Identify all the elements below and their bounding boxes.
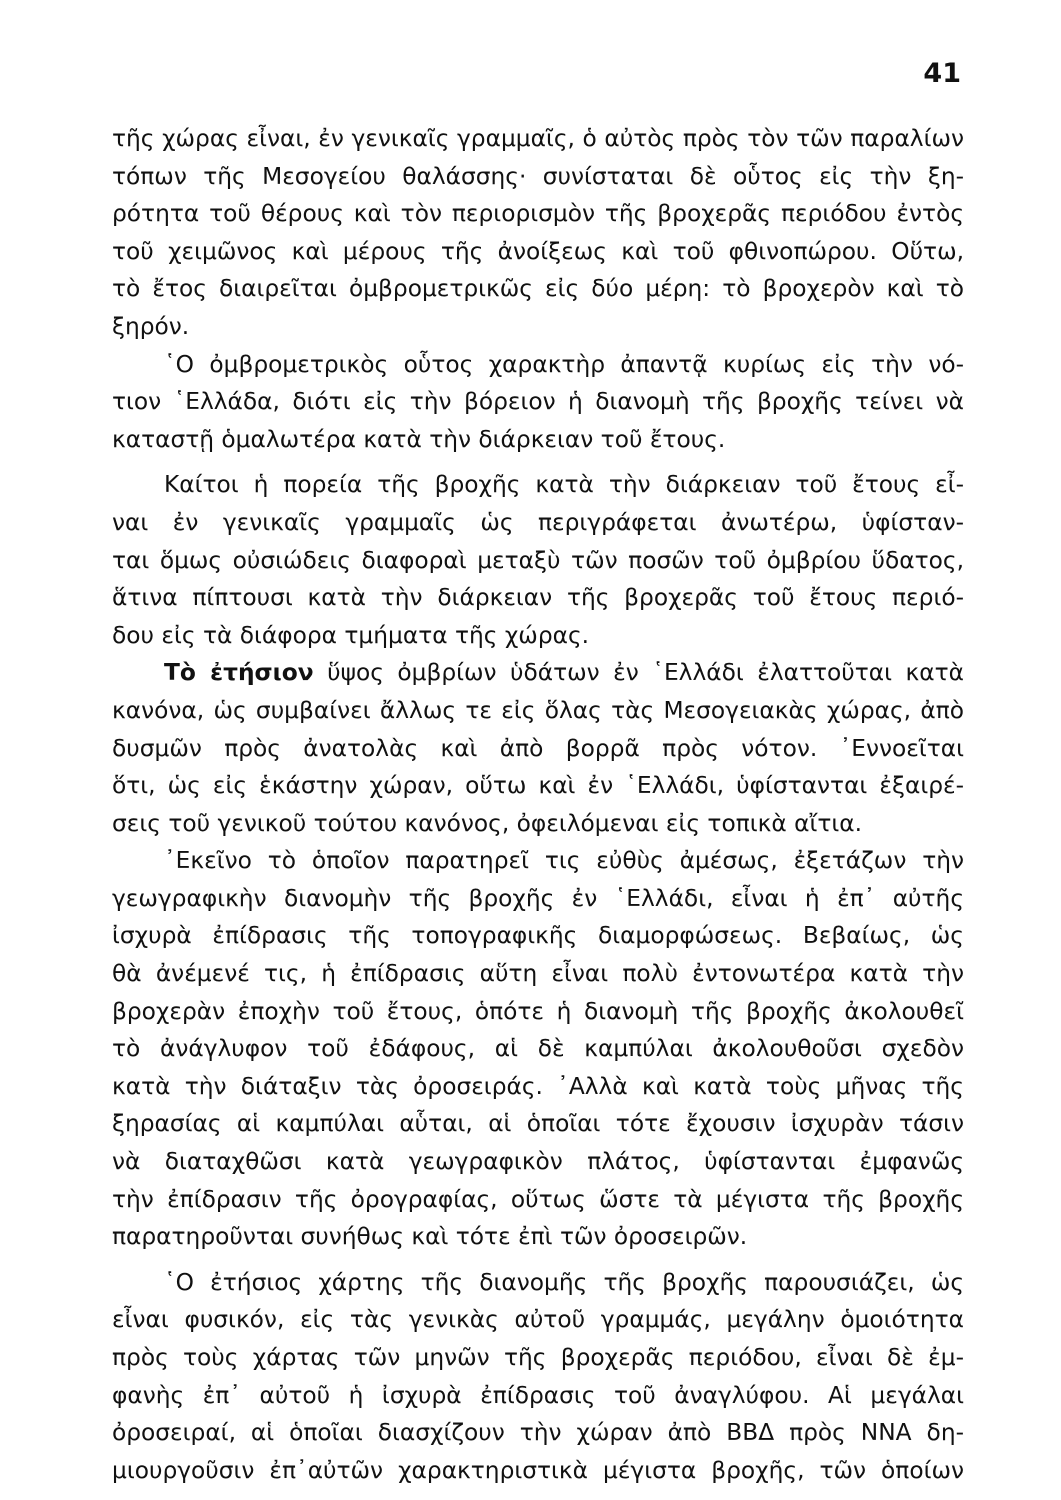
paragraph-gap [112,458,964,466]
text-line: πρὸς τοὺς χάρτας τῶν μηνῶν τῆς βροχερᾶς περιόδου, εἶναι δὲ ἐμ- [112,1344,964,1371]
text-line: γεωγραφικὴν διανομὴν τῆς βροχῆς ἐν ῾Ελλάδι, εἶναι ἡ ἐπ᾿ αὐτῆς [112,884,964,912]
text-line: τὸ ἔτος διαιρεῖται ὀμβρομετρικῶς εἰς δύο μέρη: τὸ βροχερὸν καὶ τὸ [112,275,964,303]
text-line: ξηρασίας αἱ καμπύλαι αὗται, αἱ ὁποῖαι τότε ἔχουσιν ἰσχυρὰν τάσιν [112,1110,964,1138]
text-line: ὀροσειραί, αἱ ὁποῖαι διασχίζουν τὴν χώραν ἀπὸ ΒΒΔ πρὸς ΝΝΑ δη- [112,1419,964,1447]
paragraph-start-line: ᾿Εκεῖνο τὸ ὁποῖον παρατηρεῖ τις εὐθὺς ἀμέσως, ἐξετάζων τὴν [164,847,964,875]
text-segment: ὕψος ὀμβρίων ὑδάτων ἐν ῾Ελλάδι ἐλαττοῦται κατὰ [313,659,964,687]
text-line: σεις τοῦ γενικοῦ τούτου κανόνος, ὀφειλόμεναι εἰς τοπικὰ αἴτια. [112,809,863,837]
text-line: ρότητα τοῦ θέρους καὶ τὸν περιορισμὸν τῆς βροχερᾶς περιόδου ἐντὸς [112,200,964,228]
paragraph-start-line: ῾Ο ἐτήσιος χάρτης τῆς διανομῆς τῆς βροχῆς παρουσιάζει, ὡς [164,1268,964,1296]
text-line: ὅτι, ὡς εἰς ἑκάστην χώραν, οὕτω καὶ ἐν ῾Ελλάδι, ὑφίστανται ἐξαιρέ- [112,772,964,800]
text-line: φανὴς ἐπ᾿ αὐτοῦ ἡ ἰσχυρὰ ἐπίδρασις τοῦ ἀναγλύφου. Αἱ μεγάλαι [112,1381,964,1409]
text-line: τιον ῾Ελλάδα, διότι εἰς τὴν βόρειον ἡ διανομὴ τῆς βροχῆς τείνει νὰ [112,388,964,416]
paragraph-start-line [112,654,964,692]
text-line: ναι ἐν γενικαῖς γραμμαῖς ὡς περιγράφεται ἀνωτέρω, ὑφίσταν- [112,508,964,536]
text-line: θὰ ἀνέμενέ τις, ἡ ἐπίδρασις αὕτη εἶναι πολὺ ἐντονωτέρα κατὰ τὴν [112,960,964,988]
text-line: κανόνα, ὡς συμβαίνει ἄλλως τε εἰς ὅλας τὰς Μεσογειακὰς χώρας, ἀπὸ [112,696,964,724]
body-text [112,120,964,1489]
text-line: ἰσχυρὰ ἐπίδρασις τῆς τοπογραφικῆς διαμορφώσεως. Βεβαίως, ὡς [112,922,964,950]
page-number: 41 [923,58,961,89]
text-line: ξηρόν. [112,312,190,340]
text-line: νὰ διαταχθῶσι κατὰ γεωγραφικὸν πλάτος, ὑφίστανται ἐμφανῶς [112,1148,964,1176]
text-line: παρατηροῦνται συνήθως καὶ τότε ἐπὶ τῶν ὀροσειρῶν. [112,1223,748,1251]
text-line: βροχερὰν ἐποχὴν τοῦ ἔτους, ὁπότε ἡ διανομὴ τῆς βροχῆς ἀκολουθεῖ [112,997,964,1025]
text-line: κατὰ τὴν διάταξιν τὰς ὀροσειράς. ᾿Αλλὰ καὶ κατὰ τοὺς μῆνας τῆς [112,1072,964,1100]
text-line: τὴν ἐπίδρασιν τῆς ὀρογραφίας, οὕτως ὥστε τὰ μέγιστα τῆς βροχῆς [112,1185,964,1213]
text-line: μιουργοῦσιν ἐπ᾿αὐτῶν χαρακτηριστικὰ μέγιστα βροχῆς, τῶν ὁποίων [112,1456,964,1484]
paragraph-start-line: Καίτοι ἡ πορεία τῆς βροχῆς κατὰ τὴν διάρκειαν τοῦ ἔτους εἶ- [164,471,964,499]
text-line: τοῦ χειμῶνος καὶ μέρους τῆς ἀνοίξεως καὶ τοῦ φθινοπώρου. Οὕτω, [112,237,964,265]
paragraph-gap [112,1256,964,1264]
paragraph-start-line: ῾Ο ὀμβρομετρικὸς οὗτος χαρακτὴρ ἀπαντᾷ κυρίως εἰς τὴν νό- [164,350,964,378]
text-line: δυσμῶν πρὸς ἀνατολὰς καὶ ἀπὸ βορρᾶ πρὸς νότον. ᾿Εννοεῖται [112,734,964,762]
text-line: τόπων τῆς Μεσογείου θαλάσσης· συνίσταται δὲ οὗτος εἰς τὴν ξη- [112,162,964,190]
text-line: ται ὅμως οὐσιώδεις διαφοραὶ μεταξὺ τῶν ποσῶν τοῦ ὀμβρίου ὕδατος, [112,546,964,574]
text-line: δου εἰς τὰ διάφορα τμήματα τῆς χώρας. [112,621,590,649]
text-line: ἅτινα πίπτουσι κατὰ τὴν διάρκειαν τῆς βροχερᾶς τοῦ ἔτους περιό- [112,584,964,612]
text-line: καταστῇ ὁμαλωτέρα κατὰ τὴν διάρκειαν τοῦ ἔτους. [112,425,726,453]
text-line: τὸ ἀνάγλυφον τοῦ ἐδάφους, αἱ δὲ καμπύλαι ἀκολουθοῦσι σχεδὸν [112,1035,964,1063]
text-line: τῆς χώρας εἶναι, ἐν γενικαῖς γραμμαῖς, ὁ αὐτὸς πρὸς τὸν τῶν παραλίων [112,125,964,152]
text-line: εἶναι φυσικόν, εἰς τὰς γενικὰς αὐτοῦ γραμμάς, μεγάλην ὁμοιότητα [112,1306,964,1334]
bold-term: Τὸ ἐτήσιον [164,659,314,687]
